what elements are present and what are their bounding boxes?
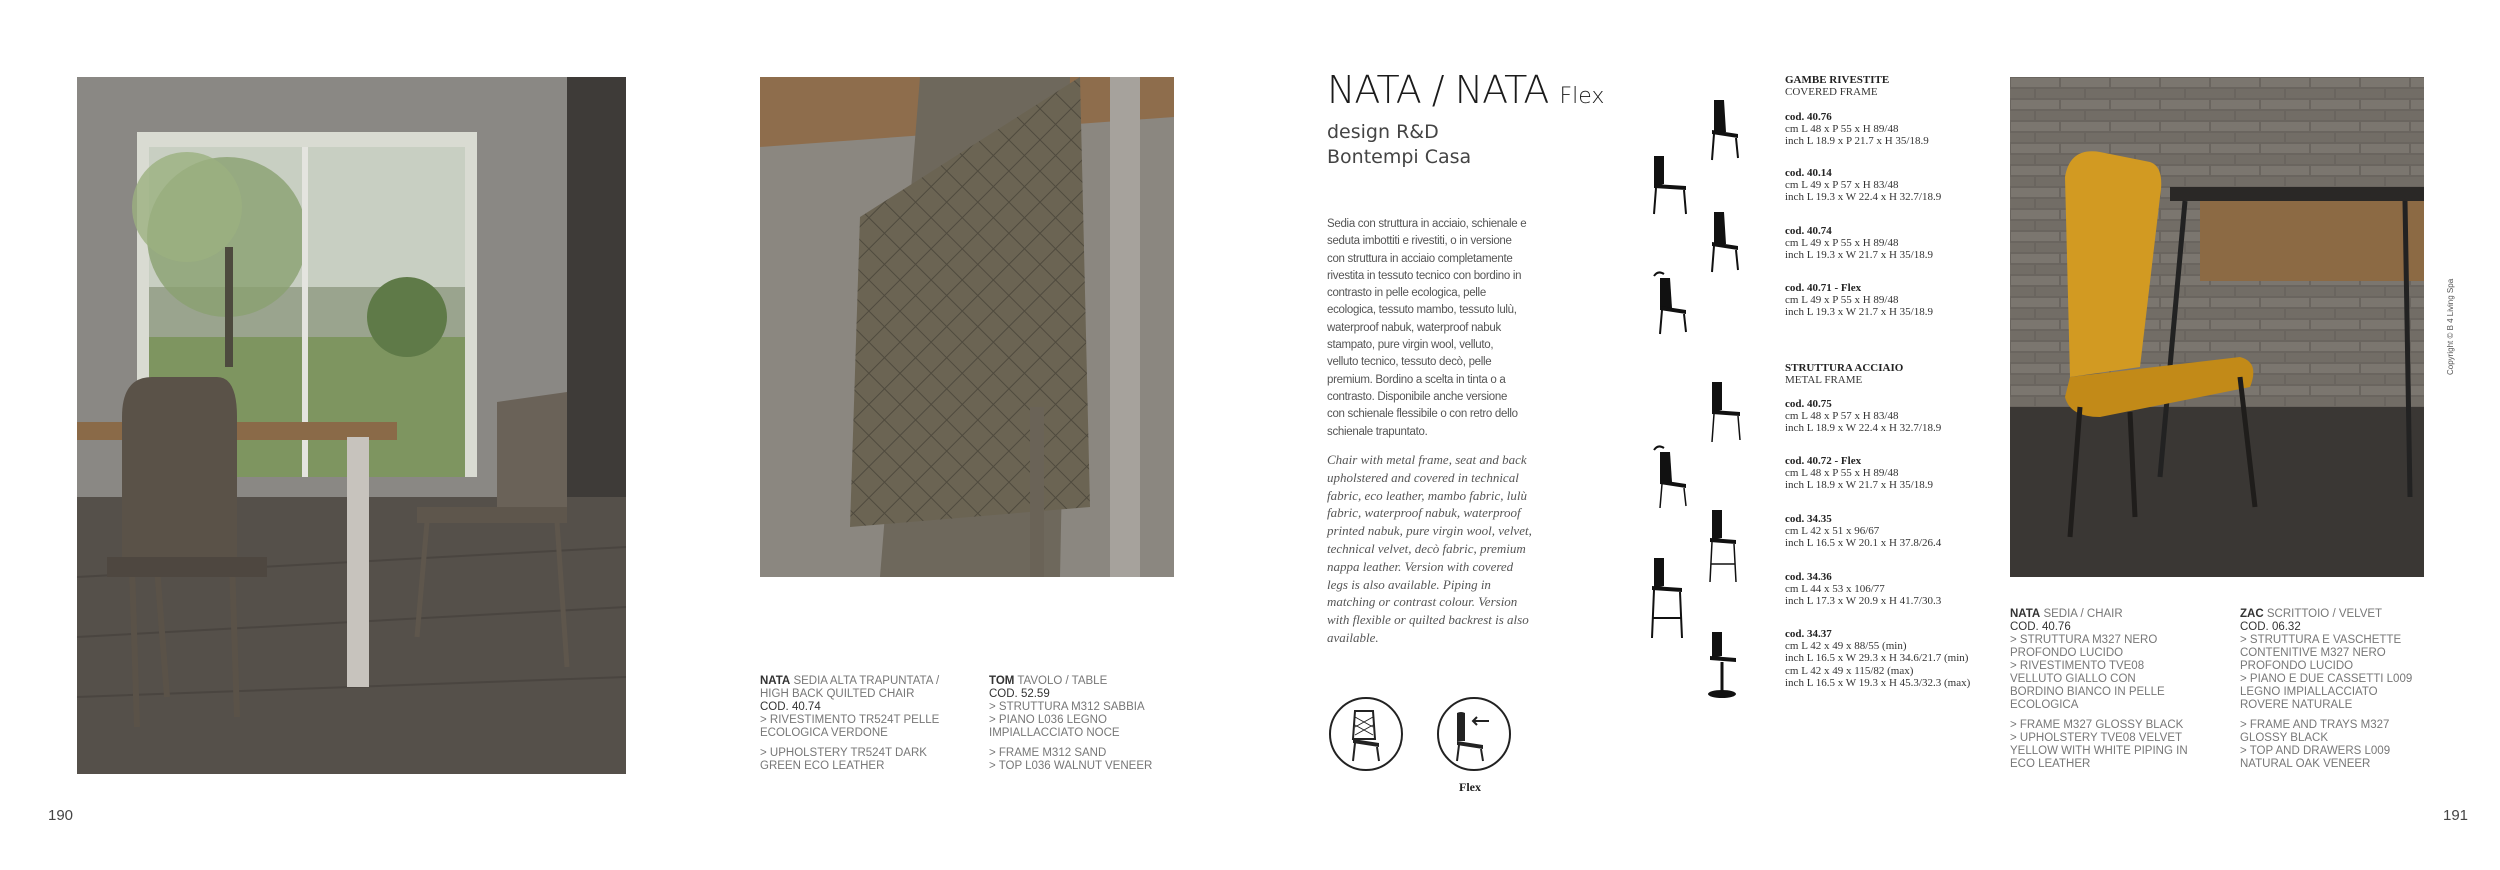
photo-yellow-chair-desk (2010, 77, 2424, 577)
spec-code: cod. 34.36 (1785, 571, 1832, 583)
spec-dimensions-inch: inch L 19.3 x W 22.4 x H 32.7/18.9 (1785, 191, 1942, 204)
product-title-suffix: Flex (1559, 84, 1605, 109)
caption-tom-name: TOM (989, 675, 1015, 687)
caption-nata-right-code: COD. 40.76 (2010, 621, 2071, 633)
chair-40-72-flex-icon (1650, 442, 1694, 510)
caption-nata-left-it: > RIVESTIMENTO TR524T PELLE ECOLOGICA VERDONE (760, 714, 940, 739)
quilted-back-icon (1329, 697, 1403, 771)
caption-tom-en2: > TOP L036 WALNUT VENEER (989, 760, 1153, 772)
designer-line-2: Bontempi Casa (1327, 146, 1472, 168)
flex-back-icon (1437, 697, 1511, 771)
caption-nata-quilted (760, 675, 960, 773)
caption-zac-en1: > FRAME AND TRAYS M327 GLOSSY BLACK (2240, 719, 2390, 744)
spec-dimensions-cm: cm L 49 x P 57 x H 83/48 (1785, 179, 1899, 192)
spec-code: cod. 34.35 (1785, 513, 1832, 525)
chair-40-75-icon (1700, 380, 1744, 444)
spec-code: cod. 40.75 (1785, 398, 1832, 410)
caption-zac-desc: SCRITTOIO / VELVET (2266, 608, 2383, 620)
spec-covered-subtitle: COVERED FRAME (1785, 86, 1878, 99)
spec-heading-metal (1785, 362, 1903, 386)
caption-nata-left-name: NATA (760, 675, 791, 687)
caption-nata-right-desc: SEDIA / CHAIR (2043, 608, 2123, 620)
stool-34-35-icon (1700, 508, 1744, 584)
caption-tom-code: COD. 52.59 (989, 688, 1050, 700)
photo-quilted-back-illustration (760, 77, 1174, 577)
spec-dimensions-cm: cm L 49 x P 55 x H 89/48 (1785, 237, 1899, 250)
caption-zac-it1: > STRUTTURA E VASCHETTE CONTENITIVE M327 NERO PROFONDO LUCIDO (2240, 634, 2402, 672)
spec-dimensions-cm: cm L 48 x P 57 x H 83/48 (1785, 410, 1899, 423)
chair-40-14-icon (1648, 154, 1692, 218)
spec-code: cod. 40.14 (1785, 167, 1832, 179)
description-italian: Sedia con struttura in acciaio, schienale e seduta imbottiti e rivestiti, o in versione con struttura in acciaio completamente rivestita in tessuto tecnico con bordino in contrasto in pelle ecologica, pelle ecologica, tessuto mambo, tessuto lulù, waterproof nabuk, waterproof nabuk stampato, pure virgin wool, velluto, velluto tecnico, tessuto decò, pelle premium. Bordino a scelta in tinta o a contrasto. Disponibile anche versione con schienale flessibile o con retro dello schienale trapuntato. (1327, 218, 1527, 438)
spec-item (1785, 628, 1970, 689)
spec-item (1785, 282, 1933, 319)
caption-zac-code: COD. 06.32 (2240, 621, 2301, 633)
caption-nata-chair (2010, 608, 2190, 771)
spec-dimensions-cm: cm L 42 x 49 x 88/55 (min) (1785, 640, 1907, 653)
spec-metal-subtitle: METAL FRAME (1785, 374, 1863, 387)
page-number-left: 190 (48, 807, 74, 824)
spec-code: cod. 40.72 - Flex (1785, 455, 1862, 467)
caption-nata-right-en1: > FRAME M327 GLOSSY BLACK (2010, 719, 2184, 731)
spec-dimensions-inch: inch L 18.9 x W 22.4 x H 32.7/18.9 (1785, 422, 1942, 435)
spec-heading-covered (1785, 74, 1889, 98)
spec-item (1785, 398, 1941, 435)
copyright-notice: Copyright © B 4 Living Spa (2446, 278, 2455, 375)
flex-label: Flex (1459, 780, 1481, 794)
caption-nata-left-code: COD. 40.74 (760, 701, 821, 713)
spec-item (1785, 455, 1933, 492)
quilted-back-icon-graphic (1331, 699, 1401, 769)
spec-dimensions-cm: cm L 48 x P 55 x H 89/48 (1785, 123, 1899, 136)
caption-nata-left-en: > UPHOLSTERY TR524T DARK GREEN ECO LEATHER (760, 747, 927, 772)
spec-dimensions-inch: inch L 18.9 x P 21.7 x H 35/18.9 (1785, 135, 1929, 148)
spec-dimensions-cm: cm L 44 x 53 x 106/77 (1785, 583, 1885, 596)
product-title-main: NATA / NATA (1327, 68, 1549, 112)
spec-dimensions-inch: inch L 16.5 x W 29.3 x H 34.6/21.7 (min) (1785, 652, 1969, 665)
spec-dimensions-inch: inch L 16.5 x W 20.1 x H 37.8/26.4 (1785, 537, 1942, 550)
designer-line-1: design R&D (1327, 121, 1439, 143)
spec-code: cod. 40.71 - Flex (1785, 282, 1862, 294)
chair-40-76-icon (1700, 98, 1744, 162)
spec-item (1785, 225, 1933, 262)
caption-tom-it2: > PIANO L036 LEGNO IMPIALLACCIATO NOCE (989, 714, 1120, 739)
spec-dimensions-inch-max: inch L 16.5 x W 19.3 x H 45.3/32.3 (max) (1785, 676, 1971, 689)
caption-tom-table (989, 675, 1179, 773)
caption-nata-left-desc: SEDIA ALTA TRAPUNTATA / HIGH BACK QUILTED CHAIR (760, 675, 940, 700)
spec-item (1785, 111, 1929, 148)
stool-34-37-icon (1700, 630, 1744, 700)
spec-dimensions-cm: cm L 49 x P 55 x H 89/48 (1785, 294, 1899, 307)
photo-dining-room-illustration (77, 77, 626, 774)
spec-dimensions-inch: inch L 17.3 x W 20.9 x H 41.7/30.3 (1785, 595, 1942, 608)
spec-dimensions-inch: inch L 18.9 x W 21.7 x H 35/18.9 (1785, 479, 1933, 492)
caption-nata-right-it1: > STRUTTURA M327 NERO PROFONDO LUCIDO (2010, 634, 2158, 659)
photo-quilted-back-detail (760, 77, 1174, 577)
stool-34-36-icon (1648, 556, 1692, 640)
spec-dimensions-inch: inch L 19.3 x W 21.7 x H 35/18.9 (1785, 306, 1933, 319)
caption-zac-desk (2240, 608, 2425, 771)
caption-tom-desc: TAVOLO / TABLE (1017, 675, 1108, 687)
flex-back-icon-graphic (1439, 699, 1509, 769)
caption-nata-right-it2: > RIVESTIMENTO TVE08 VELLUTO GIALLO CON BORDINO BIANCO IN PELLE ECOLOGICA (2010, 660, 2165, 711)
photo-dining-room (77, 77, 626, 774)
spec-code: cod. 40.76 (1785, 111, 1832, 123)
spec-item (1785, 571, 1941, 608)
caption-zac-name: ZAC (2240, 608, 2264, 620)
caption-zac-en2: > TOP AND DRAWERS L009 NATURAL OAK VENEER (2240, 745, 2391, 770)
spec-code: cod. 34.37 (1785, 628, 1832, 640)
spec-dimensions-cm: cm L 48 x P 55 x H 89/48 (1785, 467, 1899, 480)
description-english: Chair with metal frame, seat and back upholstered and covered in technical fabric, eco leather, mambo fabric, lulù fabric, waterproof nabuk, waterproof printed nabuk, pure virgin wool, velvet, technical velvet, decò fabric, premium nappa leather. Version with covered legs is also available. Piping in matching or contrast colour. Version with flexible or quilted backrest is also available. (1327, 452, 1532, 645)
caption-nata-right-en2: > UPHOLSTERY TVE08 VELVET YELLOW WITH WHITE PIPING IN ECO LEATHER (2010, 732, 2188, 770)
spec-code: cod. 40.74 (1785, 225, 1832, 237)
designer-credit (1327, 120, 1471, 170)
chair-40-74-icon (1700, 210, 1744, 274)
chair-40-71-flex-icon (1650, 268, 1694, 336)
caption-nata-right-name: NATA (2010, 608, 2041, 620)
spec-covered-title: GAMBE RIVESTITE (1785, 74, 1890, 86)
spec-dimensions-cm: cm L 42 x 51 x 96/67 (1785, 525, 1880, 538)
spec-dimensions-inch: inch L 19.3 x W 21.7 x H 35/18.9 (1785, 249, 1933, 262)
caption-tom-it1: > STRUTTURA M312 SABBIA (989, 701, 1145, 713)
photo-yellow-chair-illustration (2010, 77, 2424, 577)
spec-dimensions-cm-max: cm L 42 x 49 x 115/82 (max) (1785, 664, 1914, 677)
caption-zac-it2: > PIANO E DUE CASSETTI L009 LEGNO IMPIALLACCIATO ROVERE NATURALE (2240, 673, 2413, 711)
spec-item (1785, 167, 1941, 204)
spec-item (1785, 513, 1941, 550)
product-title (1327, 68, 1604, 112)
caption-tom-en1: > FRAME M312 SAND (989, 747, 1107, 759)
page-number-right: 191 (2443, 807, 2469, 824)
spec-metal-title: STRUTTURA ACCIAIO (1785, 362, 1904, 374)
